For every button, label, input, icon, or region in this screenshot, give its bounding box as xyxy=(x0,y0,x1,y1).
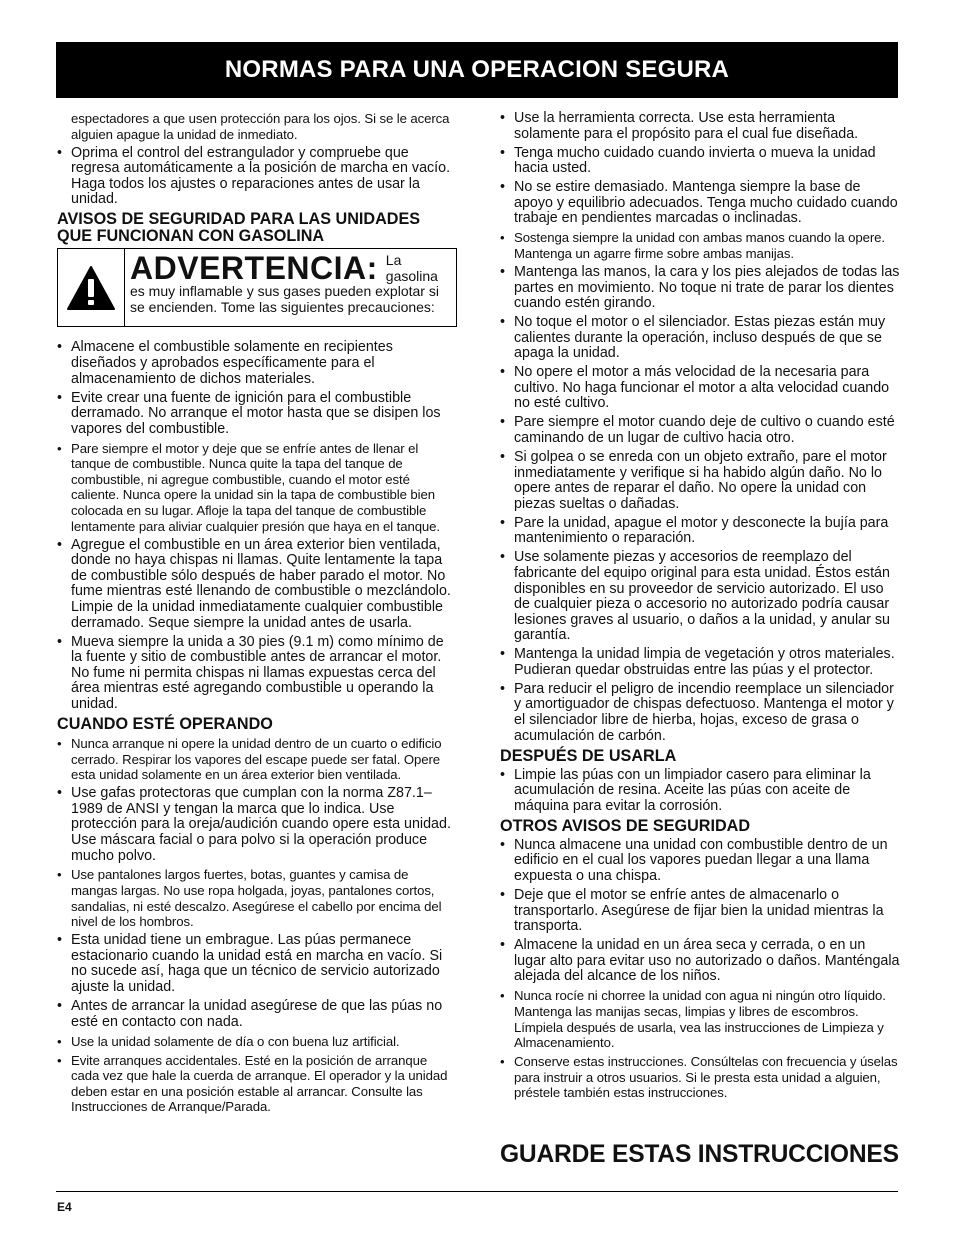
list-item: • No toque el motor o el silenciador. Estas piezas están muy calientes durante la operación, incluso después de que se apaga la unidad. xyxy=(500,315,900,362)
safety-list xyxy=(500,111,900,744)
list-item: • No se estire demasiado. Mantenga siempre la base de apoyo y equilibrio adecuados. Tenga mucho cuidado cuando trabaje en pendientes marcadas o inclinadas. xyxy=(500,180,900,227)
list-item: • Nunca almacene una unidad con combustible dentro de un edificio en el cual los vapores puedan llegar a una llama expuesta o una chispa. xyxy=(500,838,900,885)
list-item: • Mueva siempre la unida a 30 pies (9.1 m) como mínimo de la fuente y sitio de combustible antes de arrancar el motor. No fume ni permita chispas ni llamas expuestas cerca del área mientras esté agregando combustible u operando la unidad. xyxy=(57,635,457,713)
list-item: • Mantenga las manos, la cara y los pies alejados de todas las partes en movimiento. No toque ni trate de parar los dientes cuando estén girando. xyxy=(500,265,900,312)
section-heading-operating: CUANDO ESTÉ OPERANDO xyxy=(57,714,273,733)
list-item: • Use la herramienta correcta. Use esta herramienta solamente para el propósito para el cual fue diseñada. xyxy=(500,111,900,142)
section-heading-gasoline: AVISOS DE SEGURIDAD PARA LAS UNIDADES QUE FUNCIONAN CON GASOLINA xyxy=(57,210,421,246)
intro-list xyxy=(57,111,457,208)
list-item: • Almacene la unidad en un área seca y cerrada, o en un lugar alto para evitar uso no autorizado o daños. Manténgala alejada del alcance de los niños. xyxy=(500,938,900,985)
list-item: • Antes de arrancar la unidad asegúrese de que las púas no esté en contacto con nada. xyxy=(57,999,457,1030)
list-item: espectadores a que usen protección para los ojos. Si se le acerca alguien apague la unidad de inmediato. xyxy=(71,111,450,142)
list-item: • Para reducir el peligro de incendio reemplace un silenciador y amortiguador de chispas defectuoso. Mantenga el motor y el silenciador libre de hierba, hojas, exceso de grasa o acumulación de carbón. xyxy=(500,682,900,744)
list-item: • Evite crear una fuente de ignición para el combustible derramado. No arranque el motor hasta que se disipen los vapores del combustible. xyxy=(57,391,457,438)
list-item: • Use pantalones largos fuertes, botas, guantes y camisa de mangas largas. No use ropa holgada, joyas, pantalones cortos, sandalias, ni esté descalzo. Asegúrese el cabello por encima del nivel de los hombros. xyxy=(57,867,457,929)
list-item: • Use la unidad solamente de día o con buena luz artificial. xyxy=(57,1034,457,1050)
list-item: • Evite arranques accidentales. Esté en la posición de arranque cada vez que hale la cuerda de arranque. El operador y la unidad deben estar en una posición estable al arrancar. Consulte las Instrucciones de Arranque/Parada. xyxy=(57,1053,457,1115)
list-item: • Oprima el control del estrangulador y compruebe que regresa automáticamente a la posición de marcha en vacío. Haga todos los ajustes o reparaciones antes de usar la unidad. xyxy=(57,146,457,208)
list-item: • Conserve estas instrucciones. Consúltelas con frecuencia y úselas para instruir a otros usuarios. Si le presta esta unidad a alguien, préstele también estas instrucciones. xyxy=(500,1054,900,1101)
list-item: • Use solamente piezas y accesorios de reemplazo del fabricante del equipo original para esta unidad. Éstos están disponibles en su proveedor de servicio autorizado. El uso de cualquier pieza o accesorio no autorizado podría causar lesiones graves al usuario, o daños a la unidad, y anular su garantía. xyxy=(500,550,900,644)
closing-heading: GUARDE ESTAS INSTRUCCIONES xyxy=(500,1141,899,1168)
operating-list xyxy=(57,736,457,1115)
list-item: • Mantenga la unidad limpia de vegetación y otros materiales. Pudieran quedar obstruidas entre las púas y el protector. xyxy=(500,647,900,678)
list-item: • Deje que el motor se enfríe antes de almacenarlo o transportarlo. Asegúrese de fijar bien la unidad mientras la transporta. xyxy=(500,888,900,935)
page-number: E4 xyxy=(57,1200,72,1214)
list-item: • Tenga mucho cuidado cuando invierta o mueva la unidad hacia usted. xyxy=(500,146,900,177)
gasoline-list xyxy=(57,340,457,712)
warning-box xyxy=(57,248,457,327)
list-item: • Nunca arranque ni opere la unidad dentro de un cuarto o edificio cerrado. Respirar los vapores del escape puede ser fatal. Opere esta unidad solamente en un área exterior bien ventilada. xyxy=(57,736,457,783)
warning-body: La gasolina es muy inflamable y sus gases pueden explotar si se encienden. Tome las siguientes precauciones: xyxy=(130,252,439,315)
after-use-list xyxy=(500,768,900,815)
list-item: • Pare siempre el motor y deje que se enfríe antes de llenar el tanque de combustible. Nunca quite la tapa del tanque de combustible, ni agregue combustible, cuando el motor esté caliente. Nunca opere la unidad sin la tapa de combustible bien colocada en su lugar. Afloje la tapa del tanque de combustible lentamente para aliviar cualquier presión que haya en el tanque. xyxy=(57,441,457,535)
page-title: NORMAS PARA UNA OPERACION SEGURA xyxy=(224,56,730,83)
other-list xyxy=(500,838,900,1101)
list-item: • Nunca rocíe ni chorree la unidad con agua ni ningún otro líquido. Mantenga las manijas secas, limpias y libres de escombros. Límpiela después de usarla, vea las instrucciones de Limpieza y Almacenamiento. xyxy=(500,988,900,1050)
warning-triangle-icon xyxy=(58,249,125,326)
section-heading-after-use: DESPUÉS DE USARLA xyxy=(500,746,677,765)
list-item: • Pare la unidad, apague el motor y desconecte la bujía para mantenimiento o reparación. xyxy=(500,516,900,547)
footer-divider xyxy=(56,1191,898,1192)
section-heading-other: OTROS AVISOS DE SEGURIDAD xyxy=(500,816,751,835)
warning-text xyxy=(125,249,456,326)
list-item: • Almacene el combustible solamente en recipientes diseñados y aprobados específicamente para el almacenamiento de dichos materiales. xyxy=(57,340,457,387)
right-column xyxy=(500,111,900,1104)
list-item: • Sostenga siempre la unidad con ambas manos cuando la opere. Mantenga un agarre firme sobre ambas manijas. xyxy=(500,230,900,261)
list-item: • Pare siempre el motor cuando deje de cultivo o cuando esté caminando de un lugar de cultivo hacia otro. xyxy=(500,415,900,446)
list-item: • Agregue el combustible en un área exterior bien ventilada, donde no haya chispas ni llamas. Quite lentamente la tapa de combustible sólo después de haber parado el motor. No fume mientras esté llenando de combustible o mezclándolo. Limpie de la unidad inmediatamente cualquier combustible derramado. Seque siempre la unidad antes de usarla. xyxy=(57,538,457,632)
list-item: • Use gafas protectoras que cumplan con la norma Z87.1–1989 de ANSI y tengan la marca que lo indica. Use protección para la oreja/audición cuando opere esta unidad. Use máscara facial o para polvo si la operación produce mucho polvo. xyxy=(57,786,457,864)
list-item: • Esta unidad tiene un embrague. Las púas permanece estacionario cuando la unidad está en marcha en vacío. Si no sucede así, haga que un técnico de servicio autorizado ajuste la unidad. xyxy=(57,933,457,995)
list-item: • Si golpea o se enreda con un objeto extraño, pare el motor inmediatamente y verifique si ha habido algún daño. No lo opere antes de reparar el daño. No opere la unidad con piezas sueltas o dañadas. xyxy=(500,450,900,512)
warning-title: ADVERTENCIA: xyxy=(130,250,378,287)
left-column xyxy=(57,111,457,1118)
header-bar xyxy=(56,42,898,98)
list-item: • No opere el motor a más velocidad de la necesaria para cultivo. No haga funcionar el motor a alta velocidad cuando no esté cultivo. xyxy=(500,365,900,412)
list-item: • Limpie las púas con un limpiador casero para eliminar la acumulación de resina. Aceite las púas con aceite de máquina para evitar la corrosión. xyxy=(500,768,900,815)
